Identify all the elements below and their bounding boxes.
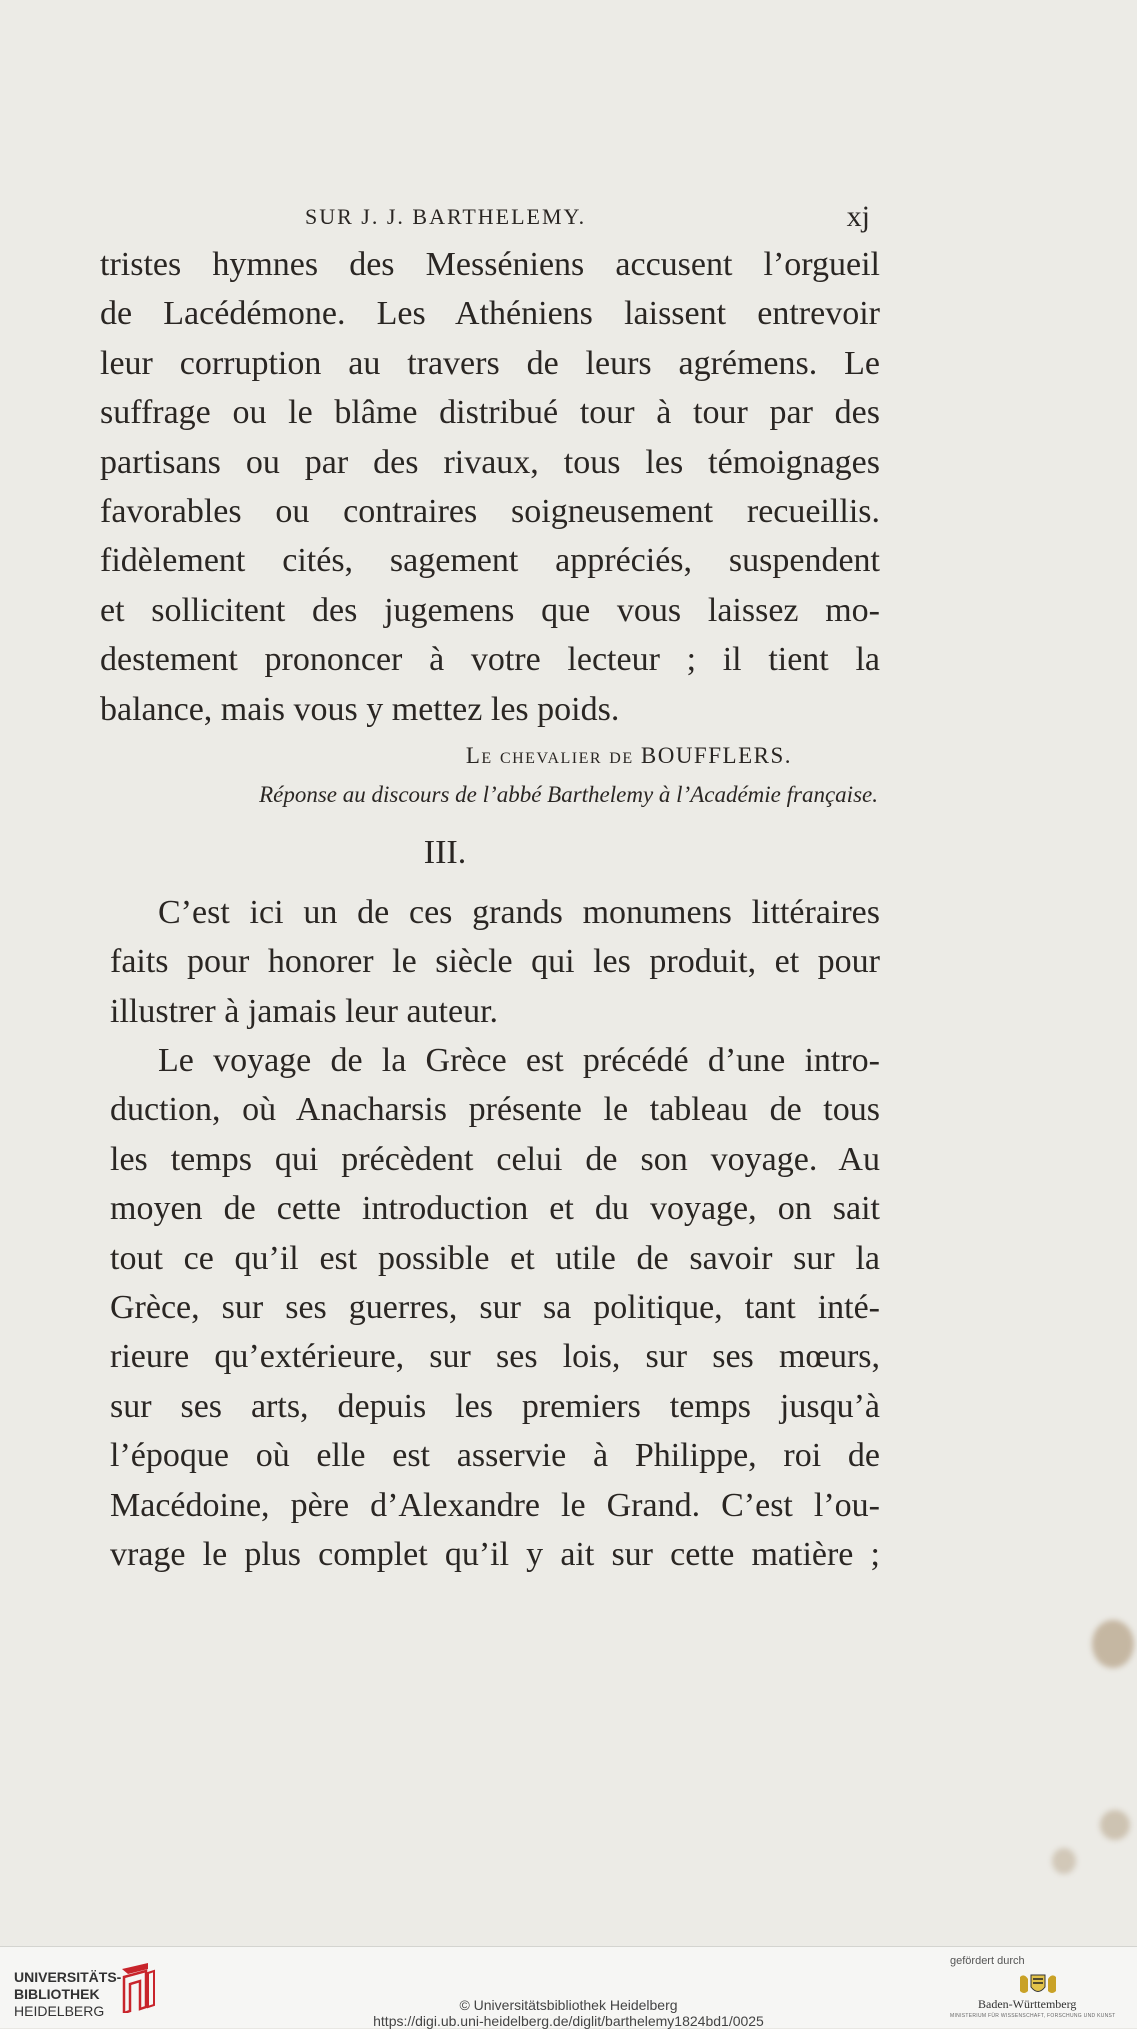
text-line: tristes hymnes des Messéniens accusent l’orgueil [100, 246, 880, 283]
text-line: destement prononcer à votre lecteur ; il tient la [100, 641, 880, 679]
text-line: favorables ou contraires soigneusement recueillis. [100, 492, 880, 530]
section-three-text [100, 888, 880, 1579]
text-line: illustrer à jamais leur auteur. [110, 992, 499, 1030]
body-text [100, 240, 880, 1579]
library-name-line: BIBLIOTHEK [14, 1986, 100, 2002]
text-line: fidèlement cités, sagement appréciés, suspendent [100, 542, 880, 580]
funded-by-label: gefördert durch [950, 1955, 1025, 1967]
text-line: rieure qu’extérieure, sur ses lois, sur ses mœurs, [110, 1338, 880, 1376]
foxing-stain [1092, 1620, 1134, 1668]
running-head [100, 200, 870, 240]
running-title: SUR J. J. BARTHELEMY. [305, 204, 587, 229]
text-line: C’est ici un de ces grands monumens littéraires [158, 893, 880, 931]
library-name-line: HEIDELBERG [14, 2003, 105, 2019]
text-line: tout ce qu’il est possible et utile de savoir sur la [110, 1239, 880, 1277]
text-line: et sollicitent des jugemens que vous laissez mo- [100, 591, 880, 629]
text-line: faits pour honorer le siècle qui les produit, et pour [110, 943, 880, 981]
text-line: suffrage ou le blâme distribué tour à tour par des [100, 394, 880, 432]
foxing-stain [1052, 1848, 1076, 1874]
section-number: III. [423, 833, 467, 871]
page-url[interactable]: https://digi.ub.uni-heidelberg.de/diglit/barthelemy1824bd1/0025 [373, 2013, 764, 2029]
source-citation: Réponse au discours de l’abbé Barthelemy à l’Académie française. [259, 781, 878, 807]
text-line: Grèce, sur ses guerres, sur sa politique, tant inté- [110, 1289, 880, 1327]
author-signature [100, 736, 880, 776]
text-line: sur ses arts, depuis les premiers temps jusqu’à [110, 1387, 880, 1425]
text-line: de Lacédémone. Les Athéniens laissent entrevoir [100, 295, 880, 333]
quotation-block [100, 240, 880, 734]
text-line: balance, mais vous y mettez les poids. [100, 690, 620, 728]
funder-ministry: MINISTERIUM FÜR WISSENSCHAFT, FORSCHUNG UND KUNST [950, 2013, 1116, 2019]
funder-name: Baden-Württemberg [978, 1997, 1077, 2011]
text-line: duction, où Anacharsis présente le tableau de tous [110, 1091, 880, 1129]
page-number: xj [846, 200, 870, 233]
signature-text: Le chevalier de BOUFFLERS. [465, 742, 792, 768]
text-line: Macédoine, père d’Alexandre le Grand. C’est l’ou- [110, 1486, 880, 1524]
coat-of-arms-icon [1018, 1971, 1058, 1997]
text-line: l’époque où elle est asservie à Philippe, roi de [110, 1437, 880, 1475]
footer-bar [0, 1946, 1137, 2028]
foxing-stain [1100, 1810, 1130, 1840]
text-line: vrage le plus complet qu’il y ait sur cette matière ; [110, 1535, 880, 1573]
text-line: Le voyage de la Grèce est précédé d’une intro- [158, 1042, 880, 1080]
library-name-line: UNIVERSITÄTS- [14, 1969, 122, 1985]
text-line: les temps qui précèdent celui de son voyage. Au [110, 1140, 880, 1178]
text-line: moyen de cette introduction et du voyage, on sait [110, 1190, 880, 1228]
text-line: leur corruption au travers de leurs agrémens. Le [100, 344, 880, 382]
copyright-notice: © Universitätsbibliothek Heidelberg [459, 1997, 678, 2013]
text-line: partisans ou par des rivaux, tous les témoignages [100, 443, 880, 481]
